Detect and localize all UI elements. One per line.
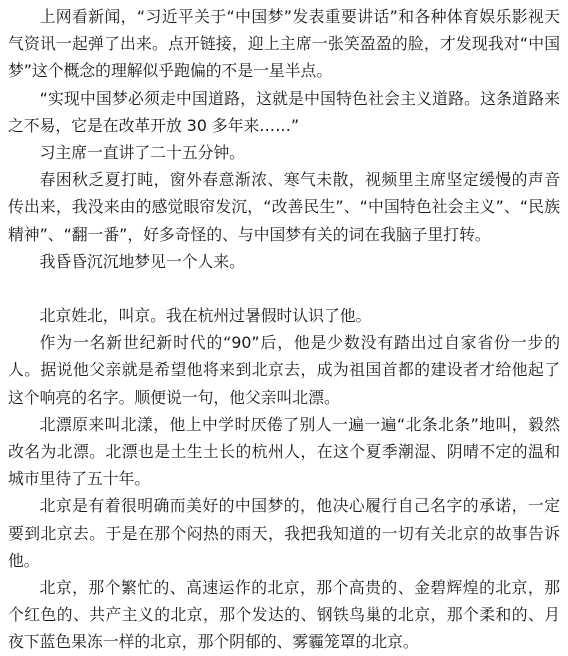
paragraph-8: 北漂原来叫北漾，他上中学时厌倦了别人一遍一遍“北条北条”地叫，毅然改名为北漂。北漂也是土生土长的杭州人，在这个夏季潮湿、阴晴不定的温和城市里待了五十年。 [8, 414, 560, 489]
paragraph-10: 北京，那个繁忙的、高速运作的北京，那个高贵的、金碧辉煌的北京，那个红色的、共产主义的北京，那个发达的、钢铁鸟巢的北京，那个柔和的、月夜下蓝色果冻一样的北京，那个阴郁的、雾霾笼罩的北京。 [8, 578, 560, 652]
paragraph-1: 上网看新闻，“习近平关于“中国梦”发表重要讲话”和各种体育娱乐影视天气资讯一起弹了出来。点开链接，迎上主席一张笑盈盈的脸，才发现我对“中国梦”这个概念的理解似乎跑偏的不是一星半点。 [8, 7, 560, 81]
paragraph-5: 我昏昏沉沉地梦见一个人来。 [39, 251, 245, 271]
paragraph-3: 习主席一直讲了二十五分钟。 [39, 143, 245, 163]
paragraph-9: 北京是有着很明确而美好的中国梦的，他决心履行自己名字的承诺，一定要到北京去。于是在那个闷热的雨天，我把我知道的一切有关北京的故事告诉他。 [8, 496, 560, 570]
paragraph-7: 作为一名新世纪新时代的“90”后，他是少数没有踏出过自家省份一步的人。据说他父亲就是希望他将来到北京去，成为祖国首都的建设者才给他起了这个响亮的名字。顺便说一句，他父亲叫北漂。 [8, 333, 560, 407]
paragraph-2: “实现中国梦必须走中国道路，这就是中国特色社会主义道路。这条道路来之不易，它是在改革开放 30 多年来……” [8, 88, 560, 135]
paragraph-6: 北京姓北，叫京。我在杭州过暑假时认识了他。 [39, 306, 372, 326]
blank-line [8, 275, 560, 302]
paragraph-4: 春困秋乏夏打盹，窗外春意渐浓、寒气未散，视频里主席坚定缓慢的声音传出来，我没来由的感觉眼帘发沉，“改善民生”、“中国特色社会主义”、“民族精神”、“翻一番”，好多奇怪的、与中国梦有关的词在我脑子里打转。 [8, 170, 560, 244]
